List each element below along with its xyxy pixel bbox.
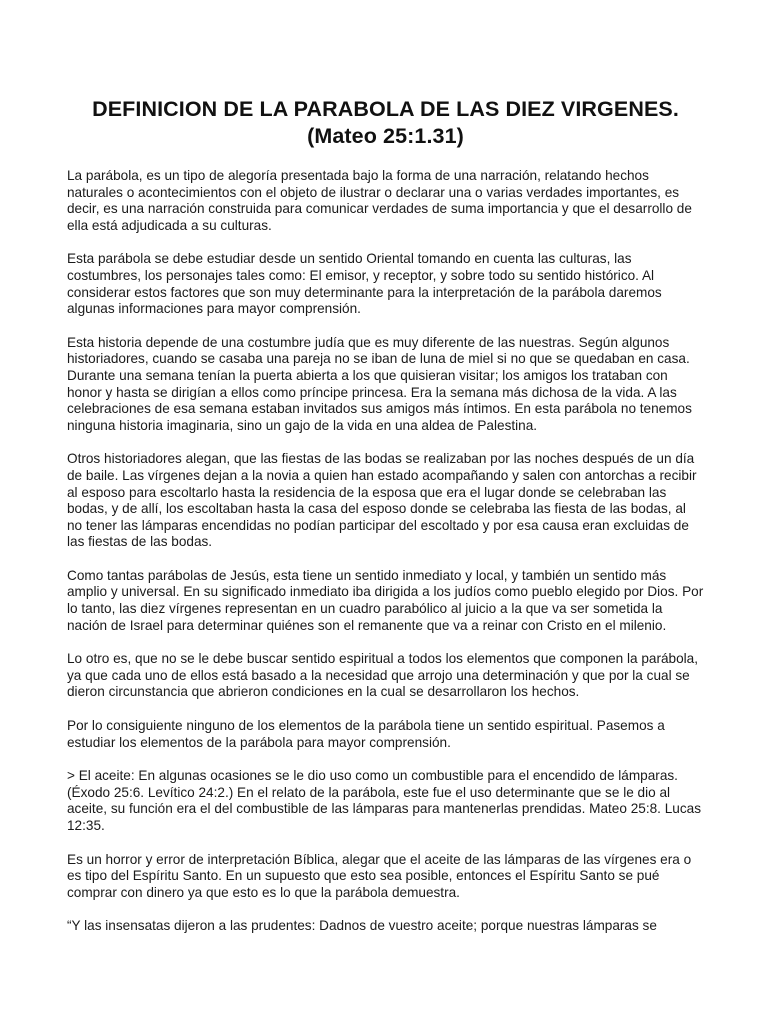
- paragraph-jewish-custom: Esta historia depende de una costumbre judía que es muy diferente de las nuestras. Según algunos historiadores, cuando se casaba una pareja no se iban de luna de miel si no que se quedaban en casa. Durante una semana tenían la puerta abierta a los que quisieran visitar; los amigos los trataban con honor y hasta se dirigían a ellos como príncipe princesa. Era la semana más dichosa de la vida. A las celebraciones de esa semana estaban invitados sus amigos más íntimos. En esta parábola no tenemos ninguna historia imaginaria, sino un gajo de la vida en una aldea de Palestina.: [67, 334, 692, 433]
- document-title: [67, 96, 704, 150]
- title-line-1: DEFINICION DE LA PARABOLA DE LAS DIEZ VIRGENES.: [92, 97, 679, 121]
- paragraph-immediate-sense: Como tantas parábolas de Jesús, esta tiene un sentido inmediato y local, y también un sentido más amplio y universal. En su significado inmediato iba dirigida a los judíos como pueblo elegido por Dios. Por lo tanto, las diez vírgenes representan en un cuadro parabólico al juicio a la que va ser sometida la nación de Israel para determinar quiénes son el remanente que va a reinar con Cristo en el milenio.: [67, 567, 704, 633]
- document-body: [67, 168, 704, 935]
- paragraph-elements-study: Por lo consiguiente ninguno de los elementos de la parábola tiene un sentido espiritual. Pasemos a estudiar los elementos de la parábola para mayor comprensión.: [67, 718, 665, 750]
- title-line-2: (Mateo 25:1.31): [307, 124, 464, 148]
- paragraph-the-oil: > El aceite: En algunas ocasiones se le dio uso como un combustible para el encendido de lámparas. (Éxodo 25:6. Levítico 24:2.) En el relato de la parábola, este fue el uso determinante que se le dio al aceite, su función era el del combustible de las lámparas para mantenerlas prendidas. Mateo 25:8. Lucas 12:35.: [67, 768, 701, 833]
- paragraph-definition: La parábola, es un tipo de alegoría presentada bajo la forma de una narración, relatando hechos naturales o acontecimientos con el objeto de ilustrar o declarar una o varias verdades importantes, es decir, es una narración construida para comunicar verdades de suma importancia y que el desarrollo de ella está adjudicada a su culturas.: [67, 168, 692, 233]
- paragraph-other-historians: Otros historiadores alegan, que las fiestas de las bodas se realizaban por las noches después de un día de baile. Las vírgenes dejan a la novia a quien han estado acompañando y salen con antorchas a recibir al esposo para escoltarlo hasta la residencia de la esposa que era el lugar donde se celebraban las bodas, y de allí, los escoltaban hasta la casa del esposo donde se celebraba las fiesta de las bodas, al no tener las lámparas encendidas no podían participar del escoltado y por esa causa eran excluidas de las fiestas de las bodas.: [67, 451, 697, 550]
- paragraph-oriental-sense: Esta parábola se debe estudiar desde un sentido Oriental tomando en cuenta las culturas, las costumbres, los personajes tales como: El emisor, y receptor, y sobre todo su sentido histórico. Al considerar estos factores que son muy determinante para la interpretación de la parábola daremos algunas informaciones para mayor comprensión.: [67, 251, 662, 317]
- paragraph-interpretation-error: Es un horror y error de interpretación Bíblica, alegar que el aceite de las lámparas de las vírgenes era o es tipo del Espíritu Santo. En un supuesto que esto sea posible, entonces el Espíritu Santo se pué comprar con dinero ya que esto es lo que la parábola demuestra.: [67, 851, 692, 900]
- paragraph-no-spiritual-sense: Lo otro es, que no se le debe buscar sentido espiritual a todos los elementos que componen la parábola, ya que cada uno de ellos está basado a la necesidad que arrojo una determinación y que por la cual se dieron circunstancia que abrieron condiciones en la cual se desarrollaron los hechos.: [67, 651, 699, 700]
- paragraph-quote: “Y las insensatas dijeron a las prudentes: Dadnos de vuestro aceite; porque nuestras lámparas se: [67, 918, 657, 934]
